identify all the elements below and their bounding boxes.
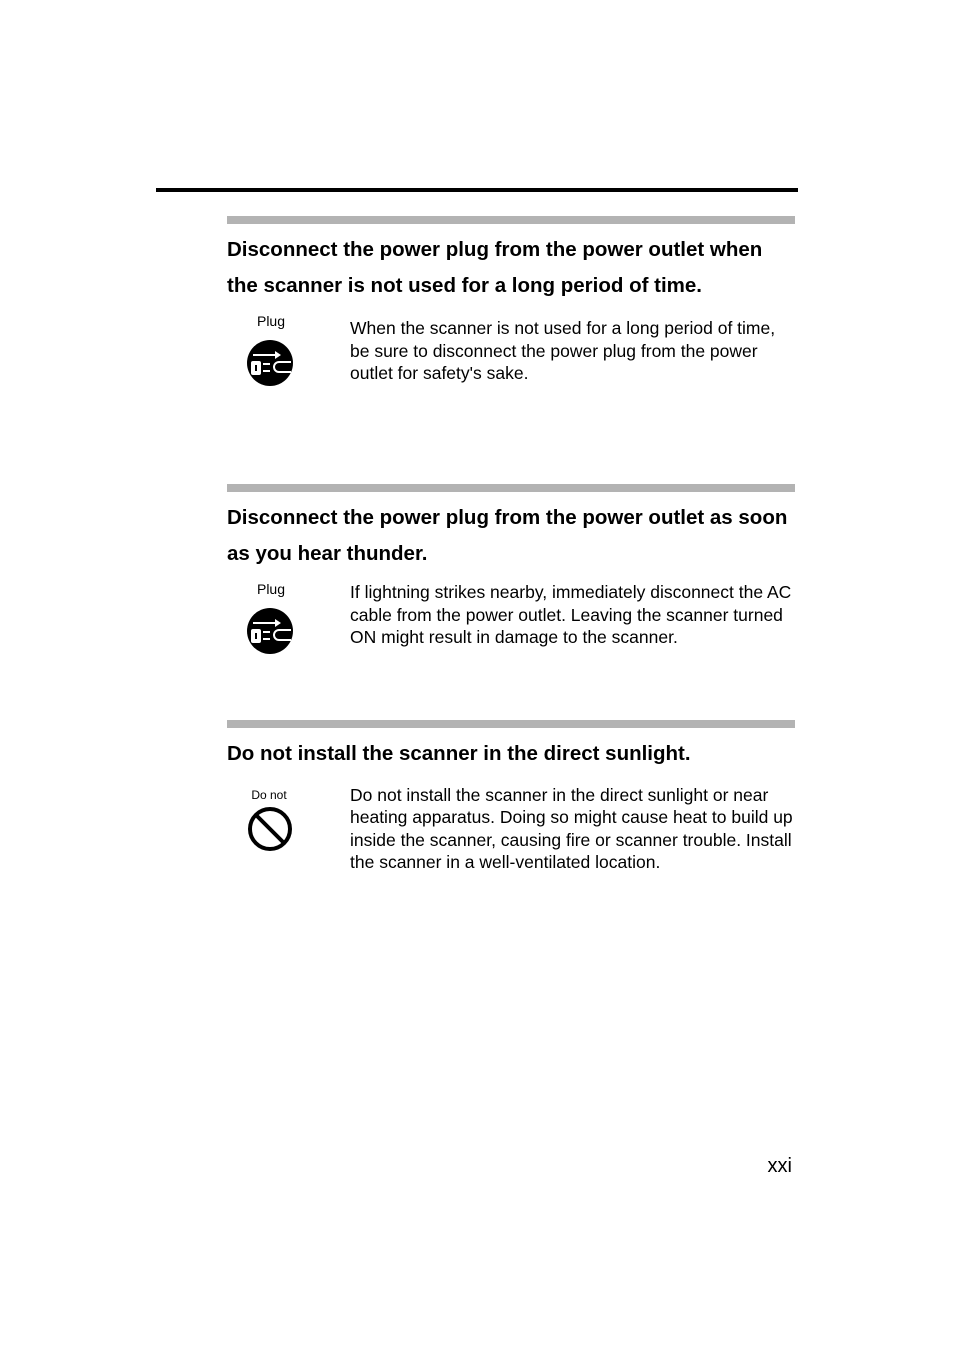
top-rule — [156, 188, 798, 192]
warning-section-unplug-long-period — [227, 216, 795, 383]
section-divider-bar — [227, 216, 795, 224]
unplug-icon — [227, 311, 317, 401]
warning-section-sunlight — [227, 720, 795, 872]
page-number: xxi — [767, 1155, 792, 1177]
section-heading: Do not install the scanner in the direct sunlight. — [227, 742, 691, 765]
section-divider-bar — [227, 484, 795, 492]
section-heading: Disconnect the power plug from the power outlet as soon as you hear thunder. — [227, 506, 788, 565]
prohibition-icon-label: Do not — [251, 787, 287, 802]
unplug-icon-label: Plug — [256, 313, 286, 329]
section-body: Do not install the scanner in the direct sunlight or near heating apparatus. Doing so might cause heat to build up inside the scanner, causing fire or scanner trouble. Install the scanner in a well-ventilated location. — [350, 784, 793, 872]
section-body: If lightning strikes nearby, immediately disconnect the AC cable from the power outlet. Leaving the scanner turned ON might result in damage to the scanner. — [350, 582, 792, 647]
unplug-icon — [227, 579, 317, 669]
section-heading: Disconnect the power plug from the power outlet when the scanner is not used for a long period of time. — [227, 238, 763, 297]
prohibition-icon — [227, 784, 317, 874]
unplug-icon-label: Plug — [256, 581, 286, 597]
warning-section-unplug-thunder — [227, 484, 795, 647]
section-divider-bar — [227, 720, 795, 728]
section-body: When the scanner is not used for a long period of time, be sure to disconnect the power plug from the power outlet for safety's sake. — [350, 318, 776, 383]
